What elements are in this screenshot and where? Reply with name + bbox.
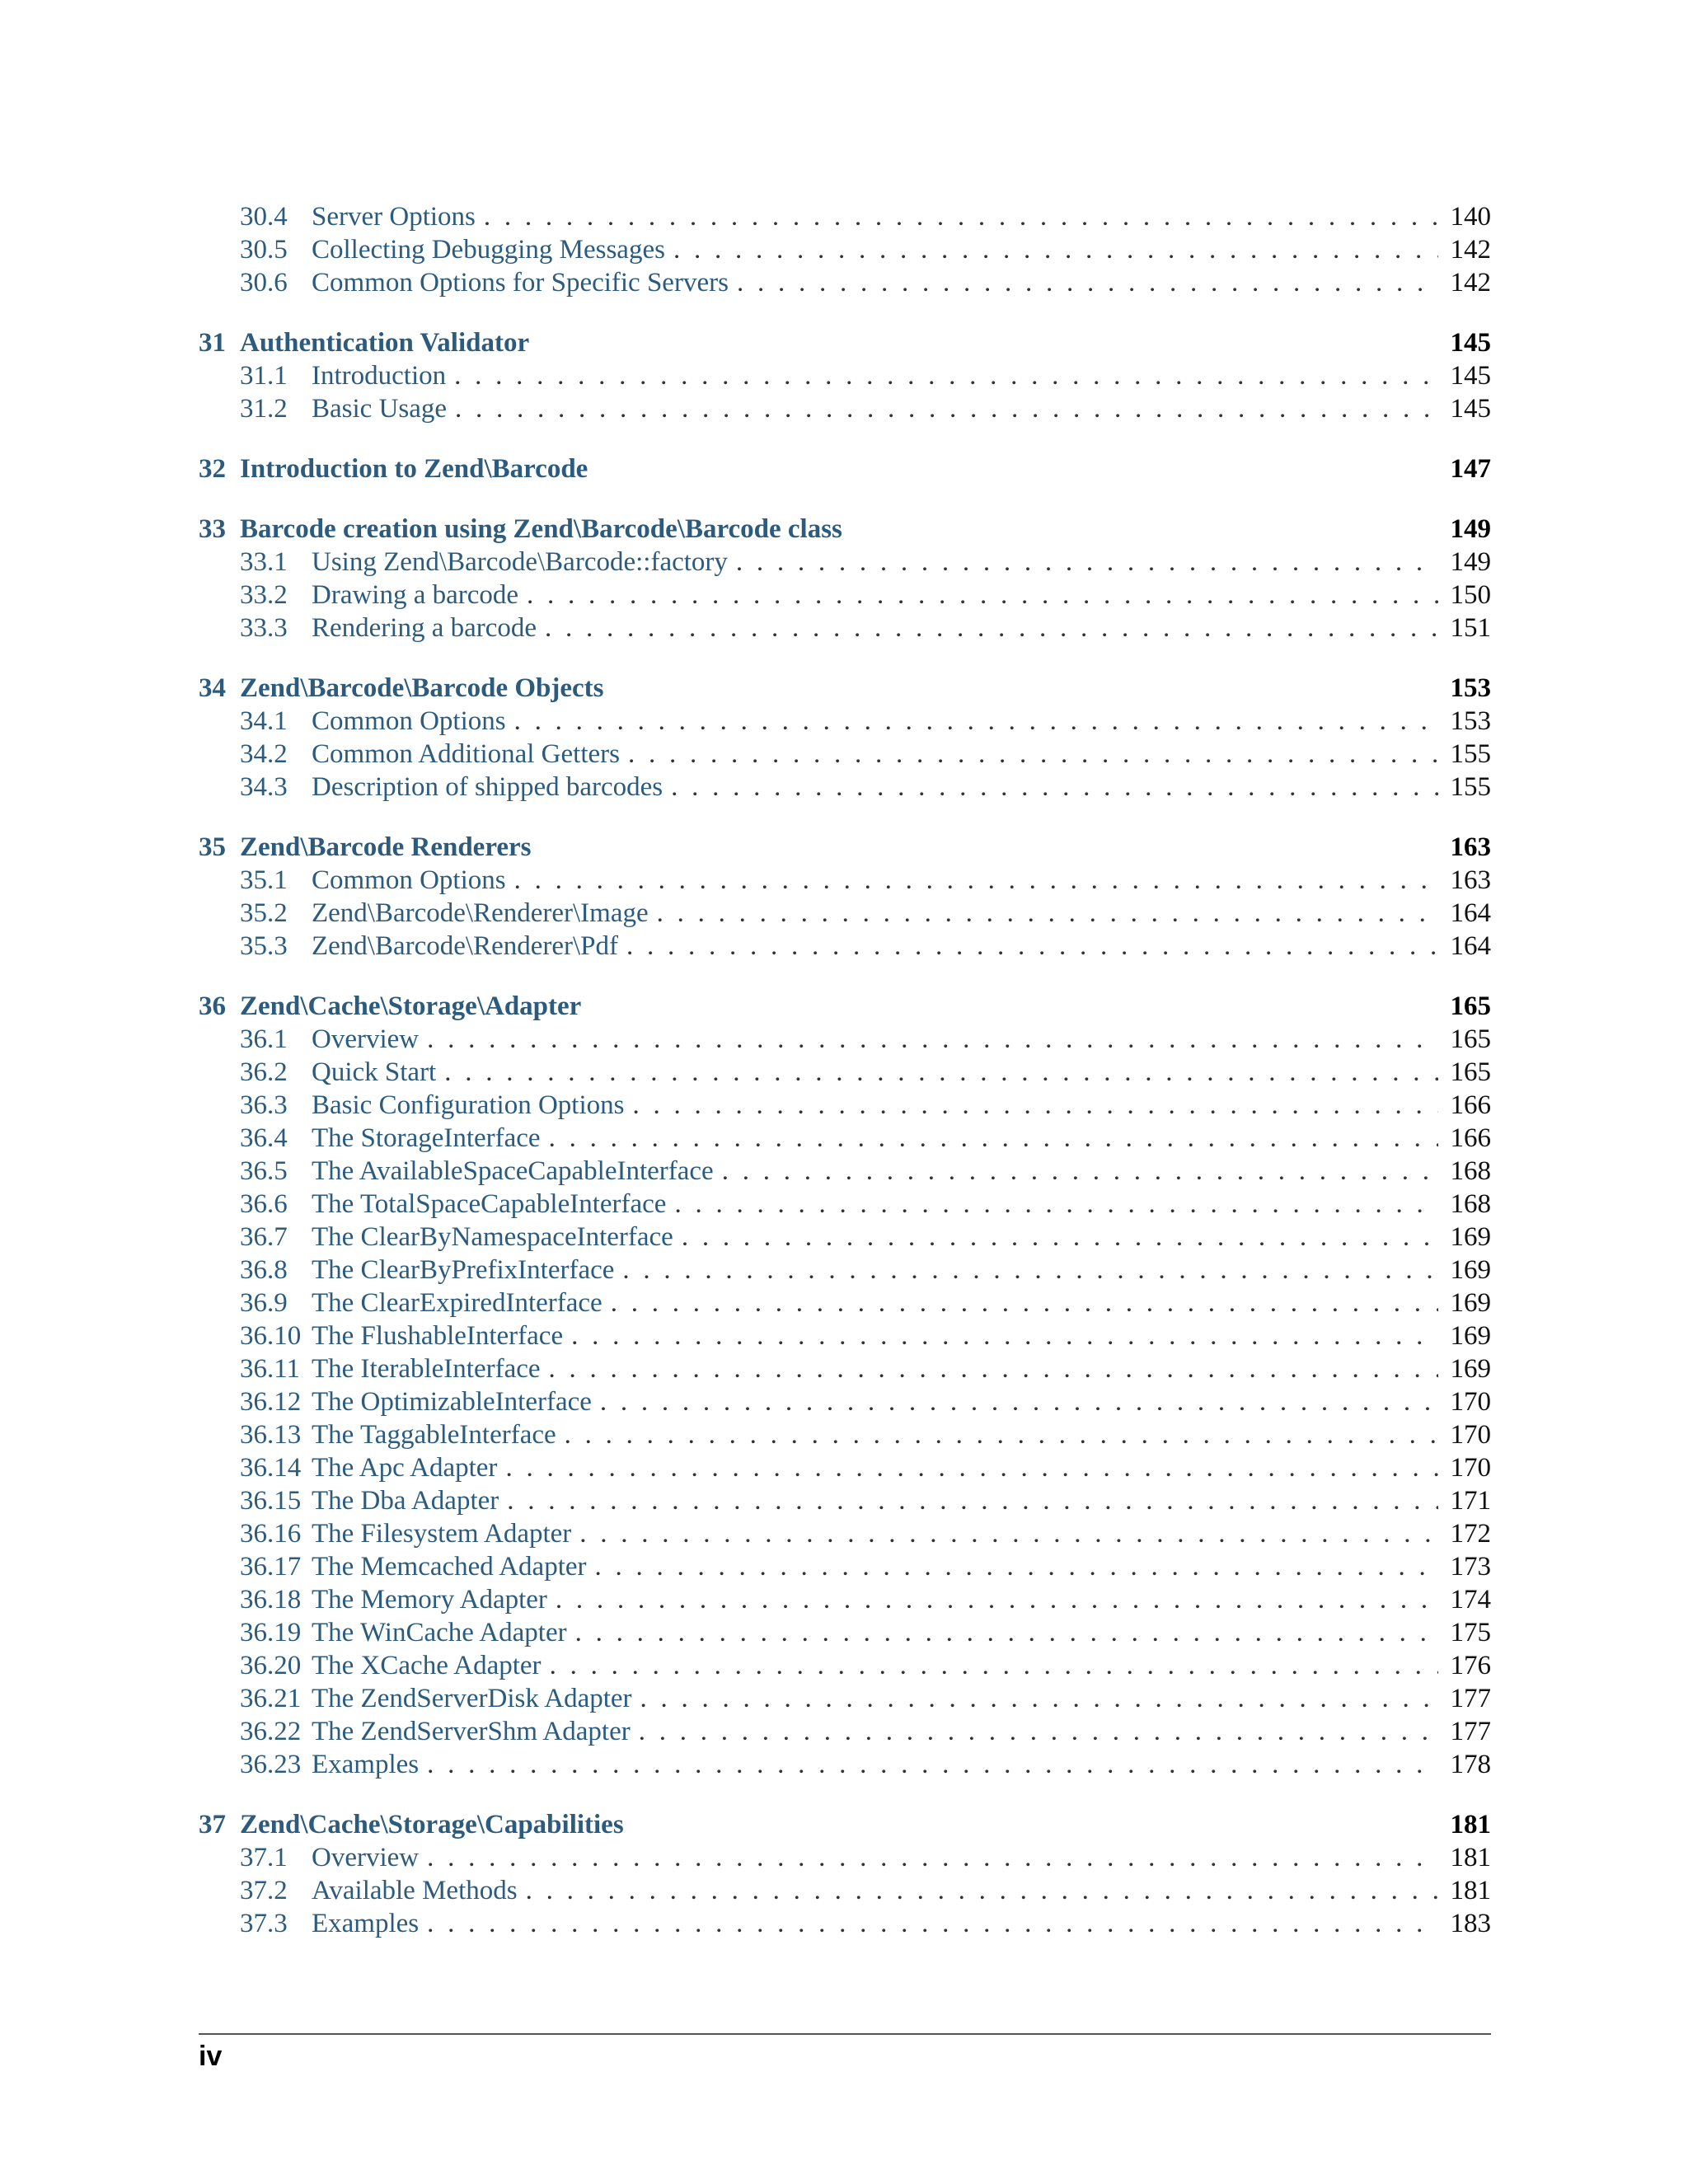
dot-leader [427, 1841, 1438, 1874]
toc-entry-number: 35.2 [240, 898, 288, 928]
toc-entry-page[interactable]: 147 [1450, 454, 1491, 484]
toc-chapter-entry[interactable] [199, 1808, 1491, 1841]
dot-leader [682, 1221, 1438, 1254]
toc-entry-page[interactable]: 163 [1450, 832, 1491, 862]
toc-entry-page[interactable]: 164 [1450, 898, 1491, 928]
toc-entry-page[interactable]: 165 [1450, 991, 1491, 1021]
dot-leader [427, 1748, 1438, 1781]
toc-entry-page[interactable]: 165 [1450, 1024, 1491, 1054]
toc-entry-page[interactable]: 172 [1450, 1519, 1491, 1549]
toc-entry-number: 30.4 [240, 202, 288, 232]
toc-section-entry[interactable] [199, 579, 1491, 612]
toc-entry-page[interactable]: 183 [1450, 1909, 1491, 1938]
toc-entry-title[interactable]: The Memcached Adapter [312, 1552, 587, 1582]
toc-entry-page[interactable]: 171 [1450, 1486, 1491, 1516]
dot-leader [736, 546, 1438, 579]
dot-leader [622, 1254, 1438, 1286]
dot-leader [571, 1319, 1438, 1352]
toc-entry-title[interactable]: The WinCache Adapter [312, 1618, 567, 1647]
toc-entry-number: 36.7 [240, 1222, 288, 1252]
toc-entry-title[interactable]: Common Additional Getters [312, 739, 620, 769]
toc-entry-number: 30.5 [240, 235, 288, 265]
dot-leader [514, 864, 1438, 897]
toc-section-entry[interactable] [199, 1286, 1491, 1319]
dot-leader [514, 705, 1438, 738]
toc-entry-number: 36.3 [240, 1090, 288, 1120]
toc-entry-title[interactable]: Zend\Barcode\Renderer\Pdf [312, 931, 619, 961]
toc-chapter-entry[interactable] [199, 990, 1491, 1023]
toc-entry-number: 36.18 [240, 1585, 302, 1615]
toc-section-entry[interactable] [199, 1550, 1491, 1583]
toc-section-entry[interactable] [199, 1188, 1491, 1221]
dot-leader [545, 612, 1438, 644]
toc-entry-title[interactable]: Common Options for Specific Servers [312, 268, 729, 298]
dot-leader [505, 1451, 1438, 1484]
dot-leader [600, 1385, 1438, 1418]
toc-section-entry[interactable] [199, 200, 1491, 233]
toc-entry-title[interactable]: Basic Configuration Options [312, 1090, 625, 1120]
toc-section-entry[interactable] [199, 930, 1491, 963]
toc-entry-page[interactable]: 140 [1450, 202, 1491, 232]
toc-section-entry[interactable] [199, 1484, 1491, 1517]
dot-leader [611, 1286, 1438, 1319]
toc-entry-title[interactable]: Barcode creation using Zend\Barcode\Barcode class [240, 514, 842, 544]
footer-rule [199, 2033, 1491, 2035]
toc-entry-page[interactable]: 170 [1450, 1420, 1491, 1450]
toc-chapter-entry[interactable] [199, 513, 1491, 546]
toc-section-entry[interactable] [199, 359, 1491, 392]
toc-section-entry[interactable] [199, 1221, 1491, 1254]
dot-leader [575, 1616, 1438, 1649]
toc-entry-page[interactable]: 175 [1450, 1618, 1491, 1647]
toc-entry-page[interactable]: 163 [1450, 865, 1491, 895]
toc-entry-page[interactable]: 177 [1450, 1684, 1491, 1713]
toc-section-entry[interactable] [199, 1874, 1491, 1907]
toc-entry-title[interactable]: Examples [312, 1909, 420, 1938]
dot-leader [640, 1682, 1438, 1715]
toc-entry-page[interactable]: 181 [1450, 1843, 1491, 1872]
toc-entry-title[interactable]: Rendering a barcode [312, 613, 537, 643]
toc-entry-number: 36.11 [240, 1354, 301, 1384]
toc-entry-title[interactable]: Server Options [312, 202, 476, 232]
toc-entry-page[interactable]: 181 [1450, 1810, 1491, 1840]
toc-entry-page[interactable]: 145 [1450, 394, 1491, 424]
toc-chapter-entry[interactable] [199, 452, 1491, 485]
toc-entry-number: 36.15 [240, 1486, 302, 1516]
toc-entry-number: 36.14 [240, 1453, 302, 1483]
toc-entry-title[interactable]: The StorageInterface [312, 1123, 541, 1153]
toc-entry-number: 36 [199, 991, 226, 1021]
toc-section-entry[interactable] [199, 1682, 1491, 1715]
toc-section-entry[interactable] [199, 1451, 1491, 1484]
toc-entry-title[interactable]: Collecting Debugging Messages [312, 235, 665, 265]
toc-entry-title[interactable]: Basic Usage [312, 394, 448, 424]
toc-section-entry[interactable] [199, 1319, 1491, 1352]
toc-entry-title[interactable]: The Apc Adapter [312, 1453, 498, 1483]
toc-section-entry[interactable] [199, 1649, 1491, 1682]
dot-leader [549, 1122, 1438, 1155]
toc-entry-page[interactable]: 174 [1450, 1585, 1491, 1615]
toc-entry-number: 36.19 [240, 1618, 302, 1647]
toc-entry-title[interactable]: Introduction [312, 361, 447, 391]
toc-entry-title[interactable]: Authentication Validator [240, 328, 530, 358]
toc-entry-number: 37 [199, 1810, 226, 1840]
toc-entry-page[interactable]: 169 [1450, 1321, 1491, 1351]
toc-section-entry[interactable] [199, 1254, 1491, 1286]
toc-entry-number: 37.1 [240, 1843, 288, 1872]
toc-entry-number: 36.23 [240, 1750, 302, 1779]
dot-leader [628, 738, 1438, 771]
dot-leader [626, 930, 1438, 963]
toc-entry-title[interactable]: The Memory Adapter [312, 1585, 547, 1615]
toc-entry-title[interactable]: The FlushableInterface [312, 1321, 564, 1351]
toc-section-entry[interactable] [199, 1418, 1491, 1451]
toc-entry-title[interactable]: The ZendServerDisk Adapter [312, 1684, 632, 1713]
toc-entry-title[interactable]: The XCache Adapter [312, 1651, 542, 1680]
dot-leader [565, 1418, 1438, 1451]
toc-entry-number: 33.3 [240, 613, 288, 643]
toc-entry-number: 36.10 [240, 1321, 302, 1351]
toc-entry-page[interactable]: 168 [1450, 1189, 1491, 1219]
toc-entry-page[interactable]: 169 [1450, 1354, 1491, 1384]
toc-entry-title[interactable]: Overview [312, 1843, 420, 1872]
toc-entry-page[interactable]: 164 [1450, 931, 1491, 961]
toc-entry-page[interactable]: 165 [1450, 1057, 1491, 1087]
toc-entry-title[interactable]: Examples [312, 1750, 420, 1779]
toc-entry-title[interactable]: Common Options [312, 865, 506, 895]
toc-entry-title[interactable]: The TotalSpaceCapableInterface [312, 1189, 667, 1219]
dot-leader [527, 579, 1438, 612]
toc-entry-number: 36.5 [240, 1156, 288, 1186]
toc-entry-title[interactable]: Description of shipped barcodes [312, 772, 663, 802]
toc-entry-page[interactable]: 178 [1450, 1750, 1491, 1779]
dot-leader [671, 771, 1438, 804]
toc-section-entry[interactable] [199, 1155, 1491, 1188]
dot-leader [427, 1907, 1438, 1940]
dot-leader [549, 1352, 1438, 1385]
toc-entry-number: 36.8 [240, 1255, 288, 1285]
toc-entry-page[interactable]: 176 [1450, 1651, 1491, 1680]
dot-leader [526, 1874, 1438, 1907]
toc-section-entry[interactable] [199, 1122, 1491, 1155]
toc-entry-page[interactable]: 142 [1450, 268, 1491, 298]
toc-entry-number: 36.2 [240, 1057, 288, 1087]
toc-entry-number: 34.1 [240, 706, 288, 736]
toc-entry-page[interactable]: 166 [1450, 1090, 1491, 1120]
toc-section-entry[interactable] [199, 1056, 1491, 1089]
dot-leader [595, 1550, 1438, 1583]
toc-entry-page[interactable]: 155 [1450, 772, 1491, 802]
toc-entry-page[interactable]: 150 [1450, 580, 1491, 610]
toc-section-entry[interactable] [199, 266, 1491, 299]
toc-chapter-entry[interactable] [199, 326, 1491, 359]
toc-chapter-entry[interactable] [199, 831, 1491, 864]
toc-entry-title[interactable]: Using Zend\Barcode\Barcode::factory [312, 547, 728, 577]
toc-entry-number: 36.16 [240, 1519, 302, 1549]
toc-entry-number: 37.3 [240, 1909, 288, 1938]
toc-entry-title[interactable]: The OptimizableInterface [312, 1387, 592, 1417]
toc-entry-title[interactable]: The TaggableInterface [312, 1420, 556, 1450]
toc-entry-page[interactable]: 170 [1450, 1387, 1491, 1417]
toc-section-entry[interactable] [199, 1352, 1491, 1385]
toc-section-entry[interactable] [199, 1583, 1491, 1616]
toc-entry-page[interactable]: 169 [1450, 1288, 1491, 1318]
toc-section-entry[interactable] [199, 1089, 1491, 1122]
toc-entry-number: 37.2 [240, 1876, 288, 1905]
dot-leader [550, 1649, 1438, 1682]
dot-leader [722, 1155, 1438, 1188]
toc-entry-title[interactable]: The IterableInterface [312, 1354, 541, 1384]
toc-entry-page[interactable]: 169 [1450, 1222, 1491, 1252]
toc-entry-page[interactable]: 149 [1450, 547, 1491, 577]
toc-entry-number: 36.20 [240, 1651, 302, 1680]
toc-entry-number: 32 [199, 454, 226, 484]
toc-entry-title[interactable]: The ClearByNamespaceInterface [312, 1222, 673, 1252]
dot-leader [427, 1023, 1438, 1056]
toc-section-entry[interactable] [199, 1715, 1491, 1748]
toc-section-entry[interactable] [199, 392, 1491, 425]
table-of-contents [199, 200, 1491, 1940]
toc-entry-page[interactable]: 145 [1450, 328, 1491, 358]
toc-entry-number: 36.12 [240, 1387, 302, 1417]
toc-entry-page[interactable]: 155 [1450, 739, 1491, 769]
toc-entry-number: 33.2 [240, 580, 288, 610]
dot-leader [657, 897, 1438, 930]
toc-entry-number: 36.6 [240, 1189, 288, 1219]
toc-entry-page[interactable]: 149 [1450, 514, 1491, 544]
toc-entry-title[interactable]: Available Methods [312, 1876, 518, 1905]
dot-leader [455, 392, 1438, 425]
toc-entry-number: 33 [199, 514, 226, 544]
toc-entry-number: 35.1 [240, 865, 288, 895]
toc-entry-number: 36.21 [240, 1684, 302, 1713]
toc-entry-number: 35 [199, 832, 226, 862]
dot-leader [674, 1188, 1438, 1221]
dot-leader [579, 1517, 1438, 1550]
toc-section-entry[interactable] [199, 1907, 1491, 1940]
dot-leader [444, 1056, 1438, 1089]
toc-section-entry[interactable] [199, 705, 1491, 738]
toc-section-entry[interactable] [199, 1385, 1491, 1418]
toc-entry-number: 35.3 [240, 931, 288, 961]
toc-section-entry[interactable] [199, 1748, 1491, 1781]
toc-entry-title[interactable]: The AvailableSpaceCapableInterface [312, 1156, 714, 1186]
dot-leader [507, 1484, 1438, 1517]
footer-page-number: iv [199, 2041, 223, 2072]
toc-entry-title[interactable]: Drawing a barcode [312, 580, 519, 610]
toc-entry-page[interactable]: 151 [1450, 613, 1491, 643]
toc-entry-number: 36.17 [240, 1552, 302, 1582]
toc-section-entry[interactable] [199, 1023, 1491, 1056]
toc-section-entry[interactable] [199, 1841, 1491, 1874]
toc-entry-number: 33.1 [240, 547, 288, 577]
toc-section-entry[interactable] [199, 864, 1491, 897]
toc-entry-page[interactable]: 181 [1450, 1876, 1491, 1905]
toc-entry-number: 31.1 [240, 361, 288, 391]
dot-leader [673, 233, 1438, 266]
toc-entry-title[interactable]: Zend\Barcode Renderers [240, 832, 532, 862]
dot-leader [454, 359, 1438, 392]
toc-entry-page[interactable]: 166 [1450, 1123, 1491, 1153]
toc-section-entry[interactable] [199, 1517, 1491, 1550]
toc-entry-number: 34.2 [240, 739, 288, 769]
toc-chapter-entry[interactable] [199, 672, 1491, 705]
toc-entry-page[interactable]: 153 [1450, 706, 1491, 736]
toc-entry-number: 34.3 [240, 772, 288, 802]
toc-entry-number: 34 [199, 673, 226, 703]
toc-entry-page[interactable]: 177 [1450, 1717, 1491, 1746]
toc-entry-number: 36.1 [240, 1024, 288, 1054]
toc-entry-title[interactable]: Zend\Cache\Storage\Adapter [240, 991, 582, 1021]
toc-section-entry[interactable] [199, 897, 1491, 930]
toc-entry-page[interactable]: 168 [1450, 1156, 1491, 1186]
toc-entry-number: 36.13 [240, 1420, 302, 1450]
toc-entry-page[interactable]: 145 [1450, 361, 1491, 391]
toc-entry-number: 31.2 [240, 394, 288, 424]
toc-entry-title[interactable]: Overview [312, 1024, 420, 1054]
toc-entry-page[interactable]: 153 [1450, 673, 1491, 703]
dot-leader [556, 1583, 1438, 1616]
toc-entry-number: 30.6 [240, 268, 288, 298]
toc-section-entry[interactable] [199, 738, 1491, 771]
toc-section-entry[interactable] [199, 233, 1491, 266]
toc-section-entry[interactable] [199, 771, 1491, 804]
dot-leader [639, 1715, 1438, 1748]
dot-leader [632, 1089, 1438, 1122]
toc-entry-title[interactable]: Zend\Cache\Storage\Capabilities [240, 1810, 624, 1840]
toc-entry-title[interactable]: Zend\Barcode\Barcode Objects [240, 673, 604, 703]
toc-entry-title[interactable]: Zend\Barcode\Renderer\Image [312, 898, 649, 928]
toc-entry-title[interactable]: The ClearExpiredInterface [312, 1288, 603, 1318]
dot-leader [484, 200, 1438, 233]
toc-entry-title[interactable]: Quick Start [312, 1057, 437, 1087]
toc-section-entry[interactable] [199, 1616, 1491, 1649]
toc-entry-number: 36.9 [240, 1288, 288, 1318]
toc-entry-title[interactable]: The Dba Adapter [312, 1486, 499, 1516]
toc-section-entry[interactable] [199, 612, 1491, 644]
toc-entry-page[interactable]: 173 [1450, 1552, 1491, 1582]
toc-entry-page[interactable]: 169 [1450, 1255, 1491, 1285]
toc-entry-number: 31 [199, 328, 226, 358]
toc-entry-number: 36.22 [240, 1717, 302, 1746]
toc-entry-page[interactable]: 170 [1450, 1453, 1491, 1483]
dot-leader [737, 266, 1438, 299]
toc-entry-title[interactable]: Common Options [312, 706, 506, 736]
toc-entry-title[interactable]: Introduction to Zend\Barcode [240, 454, 588, 484]
toc-entry-title[interactable]: The ZendServerShm Adapter [312, 1717, 631, 1746]
toc-entry-number: 36.4 [240, 1123, 288, 1153]
toc-entry-title[interactable]: The ClearByPrefixInterface [312, 1255, 615, 1285]
toc-section-entry[interactable] [199, 546, 1491, 579]
toc-entry-title[interactable]: The Filesystem Adapter [312, 1519, 572, 1549]
toc-entry-page[interactable]: 142 [1450, 235, 1491, 265]
